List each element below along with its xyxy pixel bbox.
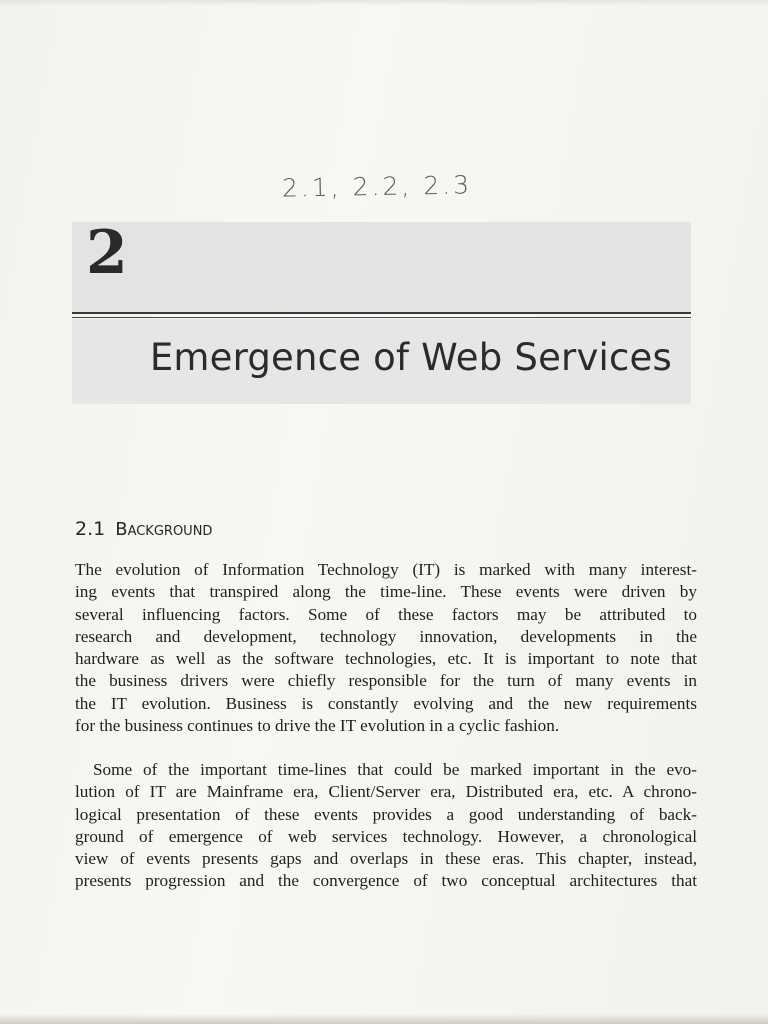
chapter-rule-thin — [72, 317, 691, 318]
paragraph-1-line-5: hardware as well as the software technologies, etc. It is important to note that — [75, 649, 697, 669]
section-heading — [75, 518, 212, 540]
paragraph-1-line-2: ing events that transpired along the time-line. These events were driven by — [75, 582, 697, 602]
paragraph-1-line-1: The evolution of Information Technology (IT) is marked with many interest- — [75, 560, 697, 579]
page-edge-bottom — [0, 1014, 768, 1024]
paragraph-2-line-4: ground of emergence of web services technology. However, a chronological — [75, 826, 697, 846]
paragraph-1-line-7: the IT evolution. Business is constantly evolving and the new requirements — [75, 693, 697, 713]
section-number: 2.1 — [75, 518, 106, 540]
paragraph-1 — [75, 559, 697, 737]
page-edge-top — [0, 0, 768, 6]
paragraph-1-line-4: research and development, technology innovation, developments in the — [75, 626, 697, 646]
handwritten-note: 2.1, 2.2, 2.3 — [281, 170, 473, 203]
paragraph-2-line-3: logical presentation of these events provides a good understanding of back- — [75, 804, 697, 824]
paragraph-1-line-8: for the business continues to drive the IT evolution in a cyclic fashion. — [75, 716, 560, 736]
chapter-rule-thick — [72, 312, 691, 314]
paragraph-1-line-6: the business drivers were chiefly responsible for the turn of many events in — [75, 671, 697, 691]
paragraph-2 — [75, 759, 697, 893]
chapter-number-band — [72, 222, 691, 312]
chapter-title: Emergence of Web Services — [149, 336, 672, 379]
chapter-number: 2 — [86, 218, 128, 288]
paragraph-2-line-1: Some of the important time-lines that could be marked important in the evo- — [93, 760, 697, 779]
paragraph-2-line-2: lution of IT are Mainframe era, Client/Server era, Distributed era, etc. A chrono- — [75, 782, 697, 802]
paragraph-1-line-3: several influencing factors. Some of these factors may be attributed to — [75, 604, 697, 624]
section-title: Background — [115, 519, 213, 540]
paragraph-2-line-6: presents progression and the convergence of two conceptual architectures that — [75, 871, 697, 891]
paragraph-2-line-5: view of events presents gaps and overlaps in these eras. This chapter, instead, — [75, 849, 697, 869]
